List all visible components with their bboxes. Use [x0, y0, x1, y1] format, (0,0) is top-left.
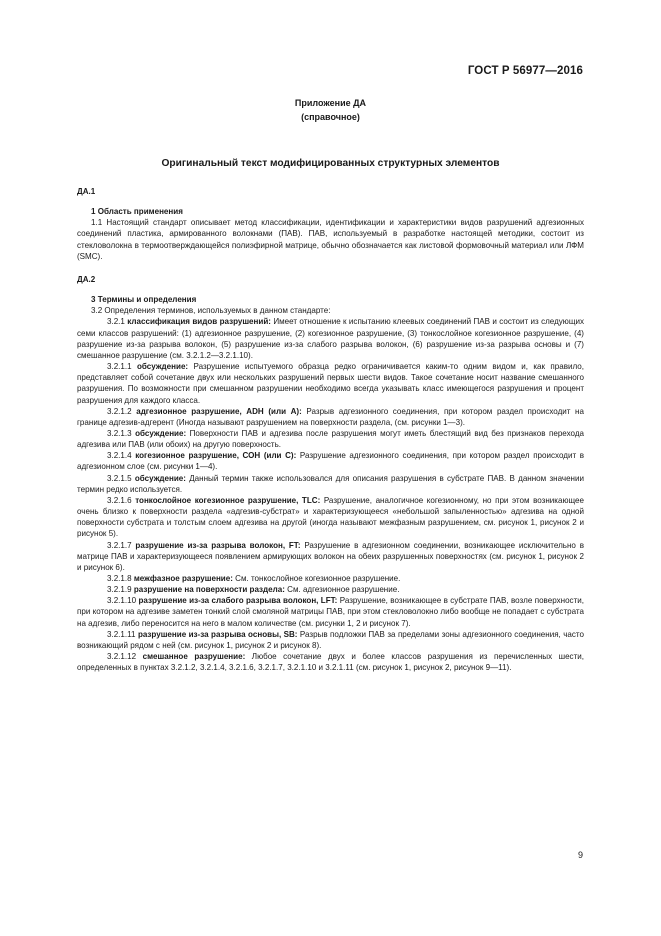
term-name: когезионное разрушение, СОН (или С):	[135, 451, 297, 461]
section-heading: 3 Термины и определения	[91, 295, 197, 305]
term-number: 3.2.1.11	[107, 629, 136, 639]
term-definition	[77, 361, 584, 406]
term-definition	[77, 406, 584, 428]
term-name: разрушение на поверхности раздела:	[133, 585, 285, 595]
term-definition	[77, 540, 584, 573]
term-number: 3.2.1.8	[107, 574, 132, 583]
term-definition	[77, 495, 584, 540]
appendix-heading	[0, 96, 661, 124]
term-text: Разрушение, возникающее в субстрате ПАВ, возле поверхности, при котором на адгезиве заметен тонкий слой смоляной матрицы ПАВ, при этом стекловолокно либо вообще не попадает с субстрата на адгезив, либо переносится на него в малом количестве (см. рисунки 1, 2 и рисунок 7).	[77, 596, 584, 628]
term-name: обсуждение:	[135, 428, 187, 438]
term-text: См. тонкослойное когезионное разрушение.	[232, 574, 401, 583]
appendix-title: Приложение ДА	[294, 98, 367, 108]
term-text: Данный термин также использовался для описания разрушения в субстрате ПАВ. В данном значении термин редко используется.	[77, 473, 584, 494]
standard-number: ГОСТ Р 56977—2016	[467, 65, 583, 77]
term-number: 3.2.1.9	[107, 585, 132, 595]
term-definition	[77, 316, 584, 361]
term-number: 3.2.1.10	[107, 596, 137, 606]
terms-list	[77, 316, 584, 673]
term-name: тонкослойное когезионное разрушение, TLC:	[135, 495, 321, 505]
term-definition	[77, 629, 584, 651]
term-text: См. адгезионное разрушение.	[284, 585, 400, 595]
appendix-subtitle: (справочное)	[301, 112, 360, 122]
term-name: разрушение из-за разрыва волокон, FT:	[135, 540, 301, 550]
term-name: классификация видов разрушений:	[127, 317, 271, 327]
term-text: Разрушение адгезионного соединения, при котором раздел происходит в адгезионном слое (см. рисунки 1—4).	[77, 451, 584, 472]
term-number: 3.2.1.3	[107, 428, 132, 438]
term-text: Разрушение в адгезионном соединении, возникающее исключительно в матрице ПАВ и характеризующееся появлением армирующих волокон на обеих разрушенных поверхностях (см. рисунок 1, рисунок 2 и рисунок 6).	[77, 540, 584, 572]
paragraph: 3.2 Определения терминов, используемых в данном стандарте:	[91, 306, 331, 316]
section-tag: ДА.1	[77, 187, 96, 196]
term-name: адгезионное разрушение, ADH (или А):	[136, 406, 302, 416]
term-definition	[77, 450, 584, 472]
document-body	[77, 186, 584, 673]
page-number: 9	[577, 850, 583, 860]
section-heading: 1 Область применения	[91, 207, 183, 217]
term-definition	[77, 428, 584, 450]
term-text: Разрушение испытуемого образца редко ограничивается каким-то одним видом и, как правило, представляет собой сочетание двух или нескольких разрушений первых шести видов. Такое сочетание носит название смешанного разрушения. По возможности при смешанном разрушении необходимо всегда указывать класс имеющегося разрушения и процент разрушения для каждого класса.	[77, 362, 584, 405]
term-definition	[77, 651, 584, 673]
term-definition	[77, 584, 584, 595]
term-number: 3.2.1.4	[107, 451, 132, 461]
term-text: Имеет отношение к испытанию клеевых соединений ПАВ и состоит из следующих семи классов разрушений: (1) адгезионное разрушение, (2) когезионное разрушение, (3) тонкослойное когезионное разрушение, (4) разрушение из-за разрыва волокон, (5) разрушение из-за слабого разрыва волокон, (6) разрушение из-за разрыва основы и (7) смешанное разрушение (см. 3.2.1.2—3.2.1.10).	[77, 317, 584, 360]
term-name: обсуждение:	[134, 473, 186, 483]
term-number: 3.2.1.6	[107, 495, 132, 505]
term-number: 3.2.1	[107, 317, 125, 327]
term-number: 3.2.1.2	[107, 406, 132, 416]
term-name: разрушение из-за слабого разрыва волокон, LFT:	[138, 596, 338, 606]
document-title: Оригинальный текст модифицированных структурных элементов	[161, 158, 500, 169]
term-number: 3.2.1.1	[107, 362, 132, 372]
term-name: межфазное разрушение:	[133, 574, 233, 583]
term-number: 3.2.1.5	[107, 473, 132, 483]
term-text: Поверхности ПАВ и адгезива после разрушения могут иметь блестящий вид без признаков перехода адгезива или ПАВ (или обоих) на другую поверхность.	[77, 428, 584, 450]
term-definition	[77, 473, 584, 495]
section-tag: ДА.2	[77, 274, 96, 284]
term-text: Разрушение, аналогичное когезионному, но при этом возникающее очень близко к поверхности раздела «адгезив-субстрат» и характеризующееся «небольшой запыленностью» адгезива на одной поверхности субстрата и толстым слоем адгезива на другой (иногда называют межфазным разрушением, см. рисунок 1, рисунок 2 и рисунок 5).	[77, 495, 584, 539]
term-name: разрушение из-за разрыва основы, SB:	[137, 629, 298, 639]
term-text: Любое сочетание двух и более классов разрушения из перечисленных шести, определенных в пунктах 3.2.1.2, 3.2.1.4, 3.2.1.6, 3.2.1.7, 3.2.1.10 и 3.2.1.11 (см. рисунок 1, рисунок 2, рисунок 9—11).	[77, 652, 584, 673]
term-definition	[77, 573, 584, 584]
paragraph: 1.1 Настоящий стандарт описывает метод классификации, идентификации и характеристики видов разрушений адгезионных соединений пластика, армированного волокнами (ПАВ). ПАВ, используемый в разработке настоящей методики, состоит из стекловолокна в термоотверждающейся полиэфирной матрице, обычно обозначается как листовой формовочный материал или ЛФМ (SMC).	[77, 218, 584, 261]
term-name: смешанное разрушение:	[142, 652, 246, 662]
term-number: 3.2.1.12	[107, 652, 137, 662]
term-text: Разрыв адгезионного соединения, при котором раздел происходит на границе адгезив-адгерент (Иногда называют разрушением на поверхности раздела, (см. рисунки 1—3).	[77, 406, 584, 427]
term-text: Разрыв подложки ПАВ за пределами зоны адгезионного соединения, часто возникающий рядом с ней (см. рисунок 1, рисунок 2 и рисунок 8).	[77, 629, 584, 650]
term-number: 3.2.1.7	[107, 540, 132, 550]
term-name: обсуждение:	[137, 362, 189, 372]
term-definition	[77, 595, 584, 628]
